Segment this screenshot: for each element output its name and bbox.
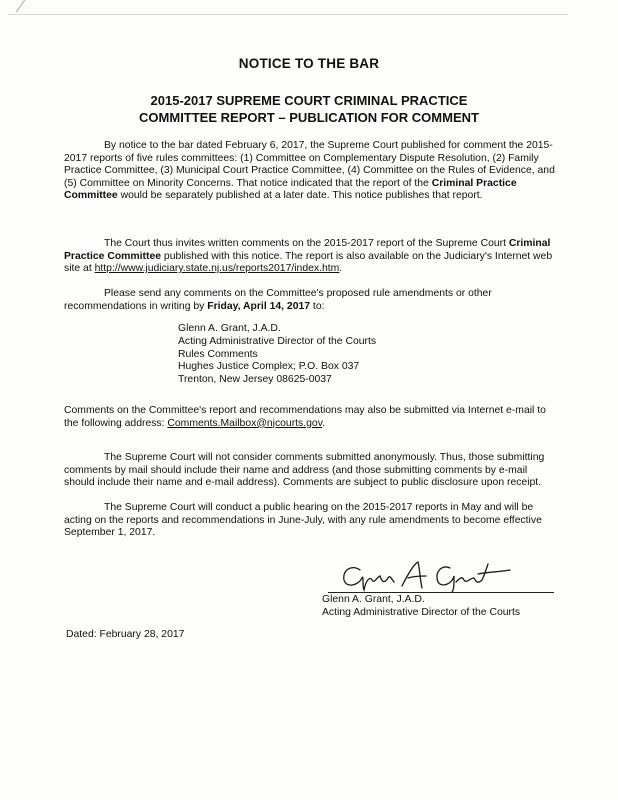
signer-name: Glenn A. Grant, J.A.D.: [322, 594, 425, 605]
para2-text-a: The Court thus invites written comments on the 2015-2017 report of the Supreme Court: [104, 238, 509, 249]
signature-block: [314, 556, 574, 626]
report-subtitle: [0, 92, 618, 126]
paragraph-anonymous: The Supreme Court will not consider comments submitted anonymously. Thus, those submitting comments by mail should include their name and address (and those submitting comments by e-mail should include their name and e-mail address). Comments are subject to public disclosure upon receipt.: [64, 452, 545, 489]
para1-text-a: By notice to the bar dated February 6, 2017, the Supreme Court published for comment the 2015-2017 reports of five rules committees: (1) Committee on Complementary Dispute Resolution, (2) Family Practice Committee, (3) Municipal Court Practice Committee, (4) Committee on the Rules of Evidence, and (5) Committee on Minority Concerns. That notice indicated that the report of the: [64, 140, 555, 189]
para2-text-c: .: [339, 263, 343, 275]
signature-line: [328, 592, 554, 593]
para1-bold: Criminal Practice Committee: [64, 177, 517, 202]
paragraph-invitation: [64, 238, 556, 276]
para2-bold: Criminal Practice Committee: [64, 238, 551, 262]
dated-line: Dated: February 28, 2017: [66, 629, 185, 640]
address-line-name: Glenn A. Grant, J.A.D.: [178, 323, 281, 334]
para4-text-a: Comments on the Committee's report and recommendations may also be submitted via Internet e-mail to the following address:: [64, 405, 546, 429]
paragraph-intro: [64, 140, 556, 203]
para1-text-b: would be separately published at a later date. This notice publishes that report.: [117, 190, 483, 202]
para3-text-b: to:: [310, 300, 325, 312]
paragraph-email: [64, 405, 556, 430]
paragraph-deadline: [64, 288, 556, 313]
address-line-street: Hughes Justice Complex; P.O. Box 037: [178, 361, 360, 373]
reports-web-link[interactable]: http://www.judiciary.state.nj.us/reports2017/index.htm: [94, 263, 340, 275]
para4-text-b: .: [322, 417, 326, 429]
para3-text-a: Please send any comments on the Committee's proposed rule amendments or other recommendations in writing by: [64, 288, 492, 312]
notice-title: NOTICE TO THE BAR: [238, 56, 380, 71]
signer-info: [322, 594, 520, 620]
subtitle-line-2: COMMITTEE REPORT – PUBLICATION FOR COMMENT: [139, 110, 479, 125]
paragraph-hearing: The Supreme Court will conduct a public hearing on the 2015-2017 reports in May and will be acting on the reports and recommendations in June-July, with any rule amendments to become effective September 1, 2017.: [64, 502, 542, 539]
mailing-address: [178, 323, 376, 387]
deadline-date: Friday, April 14, 2017: [207, 300, 311, 312]
address-line-city: Trenton, New Jersey 08625-0037: [178, 374, 332, 386]
para2-text-b: published with this notice. The report is also available on the Judiciary's Internet web site at: [64, 250, 553, 275]
address-line-dept: Rules Comments: [178, 348, 258, 360]
signer-title: Acting Administrative Director of the Courts: [322, 606, 521, 618]
handwritten-signature: [338, 556, 538, 596]
comments-email-link[interactable]: Comments.Mailbox@njcourts.gov: [167, 417, 323, 429]
address-line-title: Acting Administrative Director of the Courts: [178, 335, 377, 347]
scan-edge-artifact: [8, 0, 568, 15]
subtitle-line-1: 2015-2017 SUPREME COURT CRIMINAL PRACTICE: [150, 93, 468, 108]
